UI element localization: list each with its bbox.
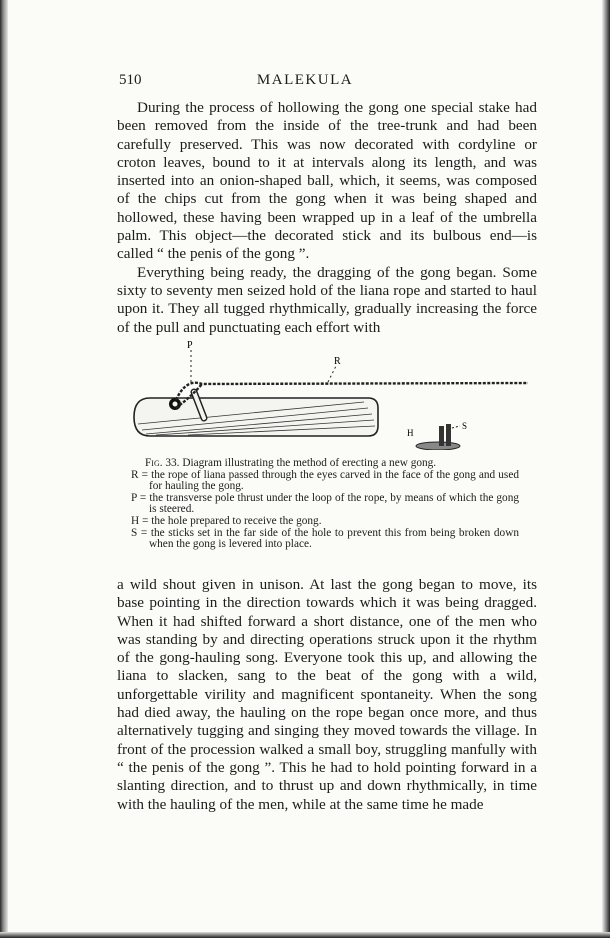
body-text-bottom <box>117 576 537 814</box>
paragraph: Everything being ready, the dragging of the gong began. Some sixty to seventy men seized hold of the liana rope and started to haul upon it. They all tugged rhythmically, gradually increasing the force of the pull and punctuating each effort with <box>117 263 537 336</box>
page-bottom-edge <box>0 932 610 938</box>
running-title: MALEKULA <box>256 72 354 88</box>
caption-legend-item: R = the rope of liana passed through the eyes carved in the face of the gong and used for hauling the gong. <box>131 468 519 493</box>
gong-diagram <box>128 338 548 450</box>
book-binding-shadow-left <box>0 0 8 938</box>
paragraph: a wild shout given in unison. At last the gong began to move, its base pointing in the direction towards which it was being dragged. When it had shifted forward a short distance, one of the men who was standing by and directing operations struck upon it the rhythm of the gong-hauling song. Everyone took this up, and allowing the liana to slacken, sang to the beat of the gong with a wild, unforgettable virility and magnificent spontaneity. When the song had died away, the hauling on the rope began once more, and thus alternatively tugging and singing they moved towards the village. In front of the procession walked a small boy, struggling manfully with “ the penis of the gong ”. This he had to hold pointing forward in a slanting direction, and to thrust up and down rhythmically, in time with the hauling of the men, while at the same time he made <box>117 576 537 813</box>
book-binding-shadow-right <box>602 0 610 938</box>
gong-hole <box>416 442 460 450</box>
label-p: P <box>187 340 193 351</box>
caption-legend-item: P = the transverse pole thrust under the loop of the rope, by means of which the gong is steered. <box>131 491 519 516</box>
paragraph: During the process of hollowing the gong one special stake had been removed from the inside of the tree-trunk and had been carefully preserved. This was now decorated with cordyline or croton leaves, bound to it at intervals along its length, and was inserted into an onion-shaped ball, which, it seems, was composed of the chips cut from the gong when it was being shaped and hollowed, these having been wrapped up in a leaf of the umbrella palm. This object—the decorated stick and its bulbous end—is called “ the penis of the gong ”. <box>117 99 537 263</box>
label-s: S <box>462 421 468 431</box>
caption-title: Fig. 33. Diagram illustrating the method of erecting a new gong. <box>145 457 437 469</box>
caption-legend-item: H = the hole prepared to receive the gong. <box>131 514 322 527</box>
label-r: R <box>334 356 341 367</box>
label-h: H <box>407 428 414 438</box>
support-sticks <box>439 426 444 446</box>
figure-caption <box>131 458 519 551</box>
body-text-top <box>117 99 537 337</box>
page-number: 510 <box>119 72 142 88</box>
caption-legend-item: S = the sticks set in the far side of the hole to prevent this from being broken down when the gong is levered into place. <box>131 526 520 551</box>
